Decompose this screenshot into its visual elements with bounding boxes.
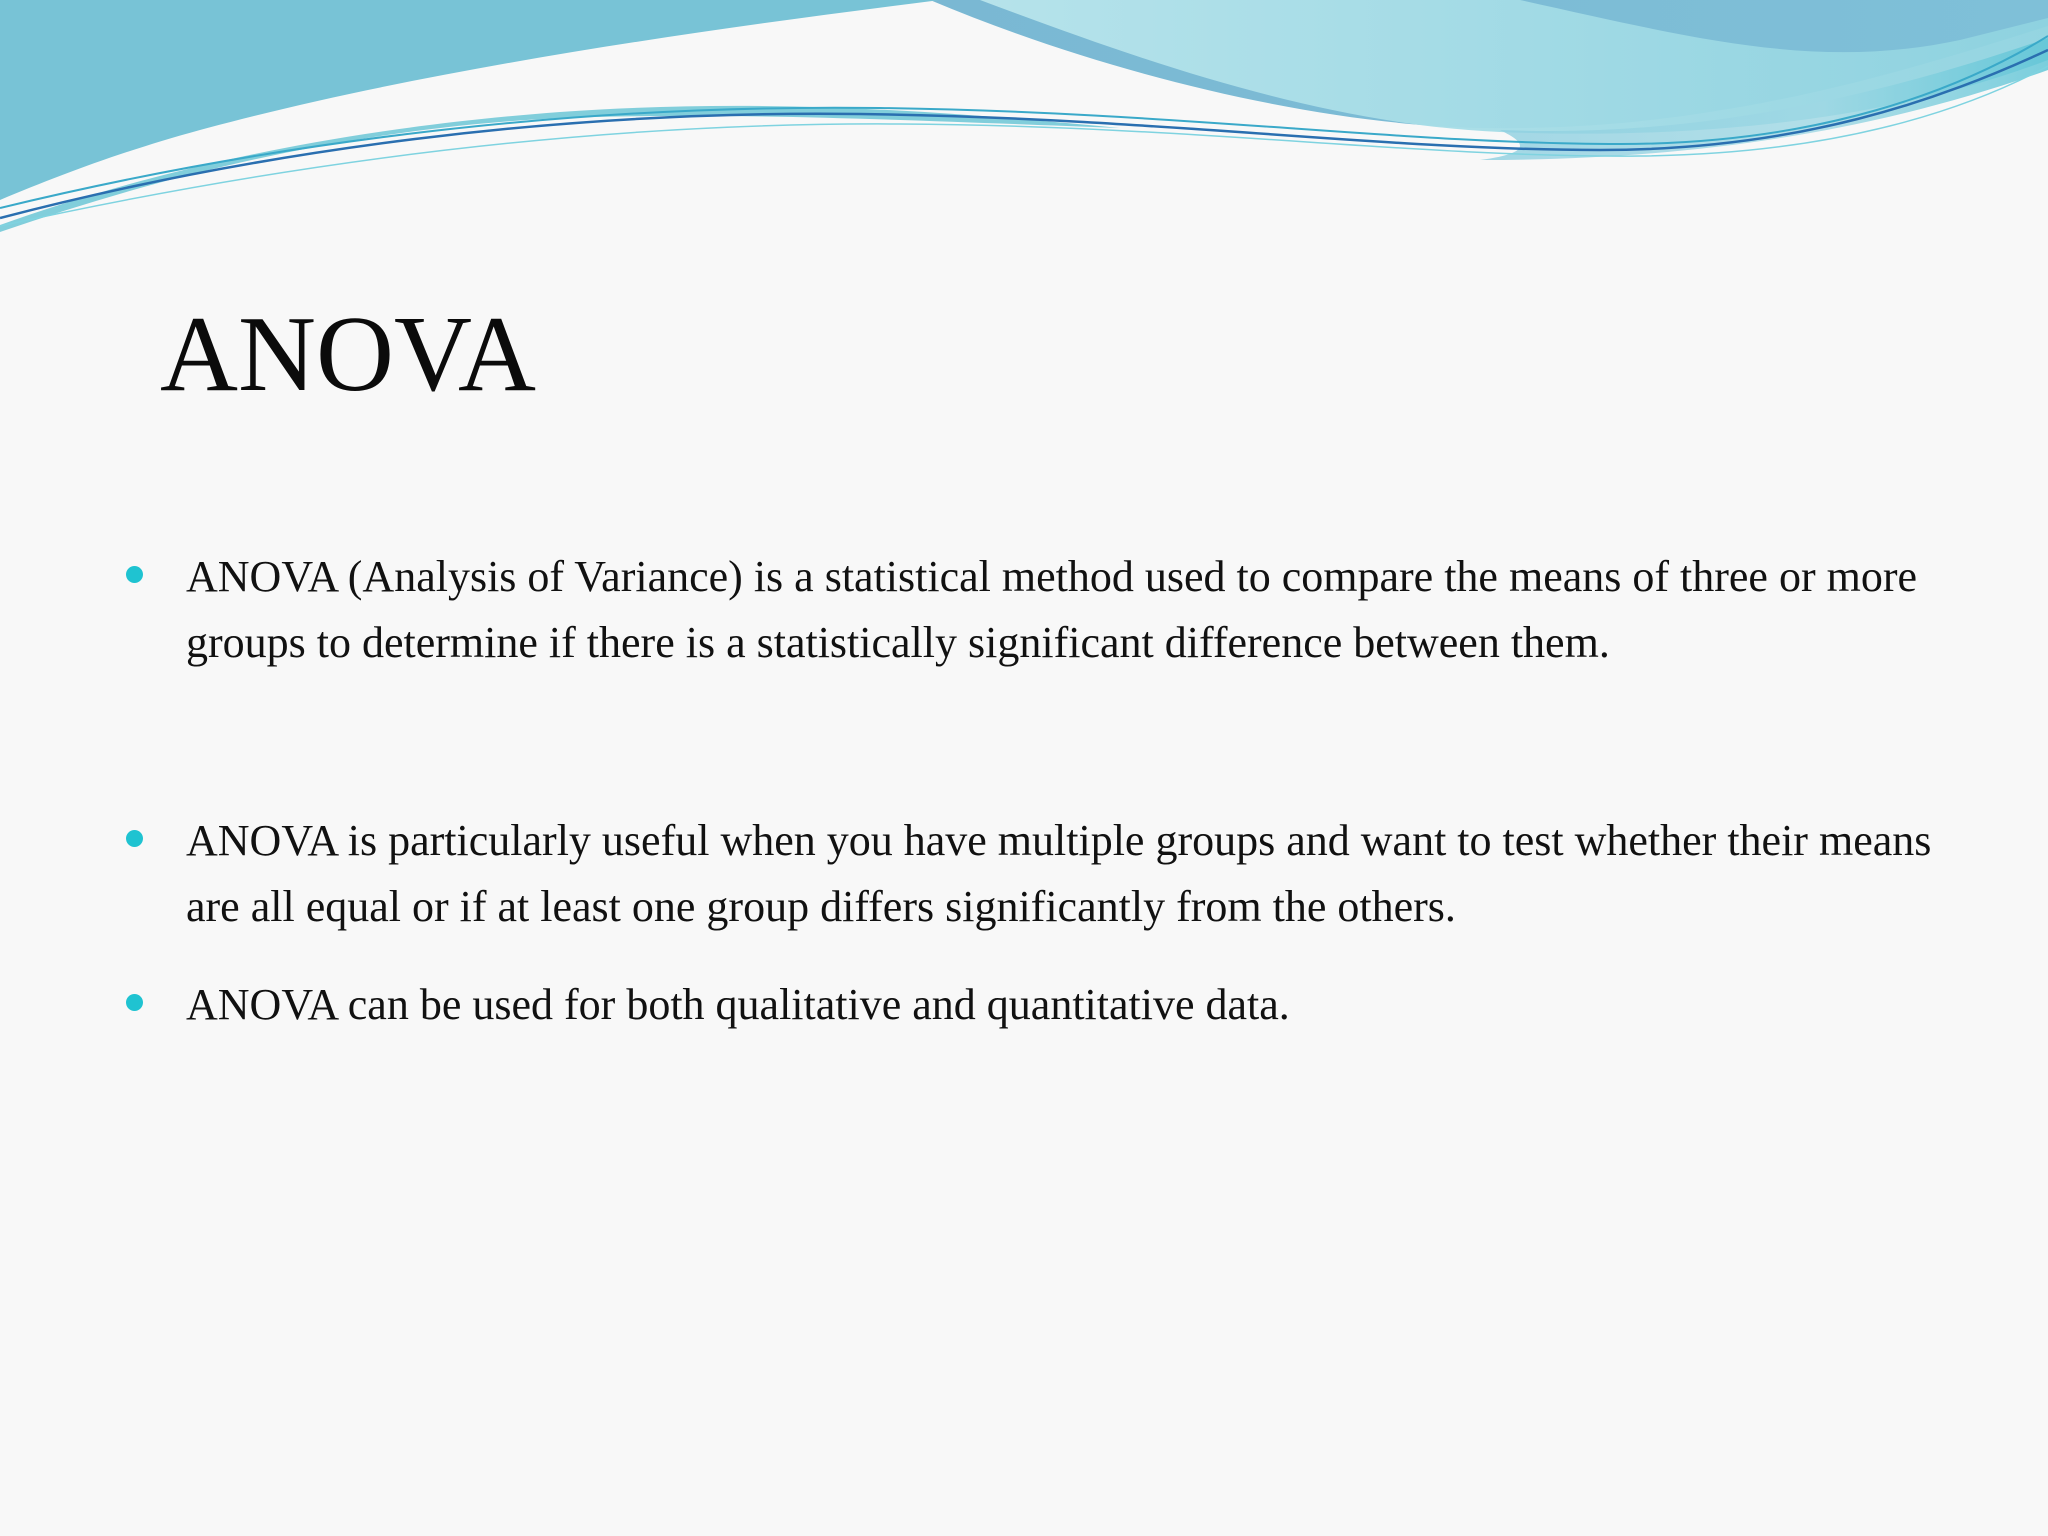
bullet-item-definition <box>124 544 1944 676</box>
wave-band-fill <box>0 0 940 200</box>
bullet-text: ANOVA can be used for both qualitative and quantitative data. <box>186 980 1290 1029</box>
bullet-dot-icon <box>126 830 143 847</box>
bullet-text: ANOVA (Analysis of Variance) is a statistical method used to compare the means of three or more groups to determine if there is a statistically significant difference between them. <box>186 552 1918 667</box>
bullet-item-data-types <box>124 972 1944 1038</box>
bullet-dot-icon <box>126 994 143 1011</box>
bullet-item-usefulness <box>124 808 1944 940</box>
bullet-list <box>124 544 1944 1038</box>
bullet-dot-icon <box>126 566 143 583</box>
bullet-text: ANOVA is particularly useful when you have multiple groups and want to test whether their means are all equal or if at least one group differs significantly from the others. <box>186 816 1932 931</box>
slide-title: ANOVA <box>160 295 537 414</box>
header-wave-decoration <box>0 0 2048 240</box>
